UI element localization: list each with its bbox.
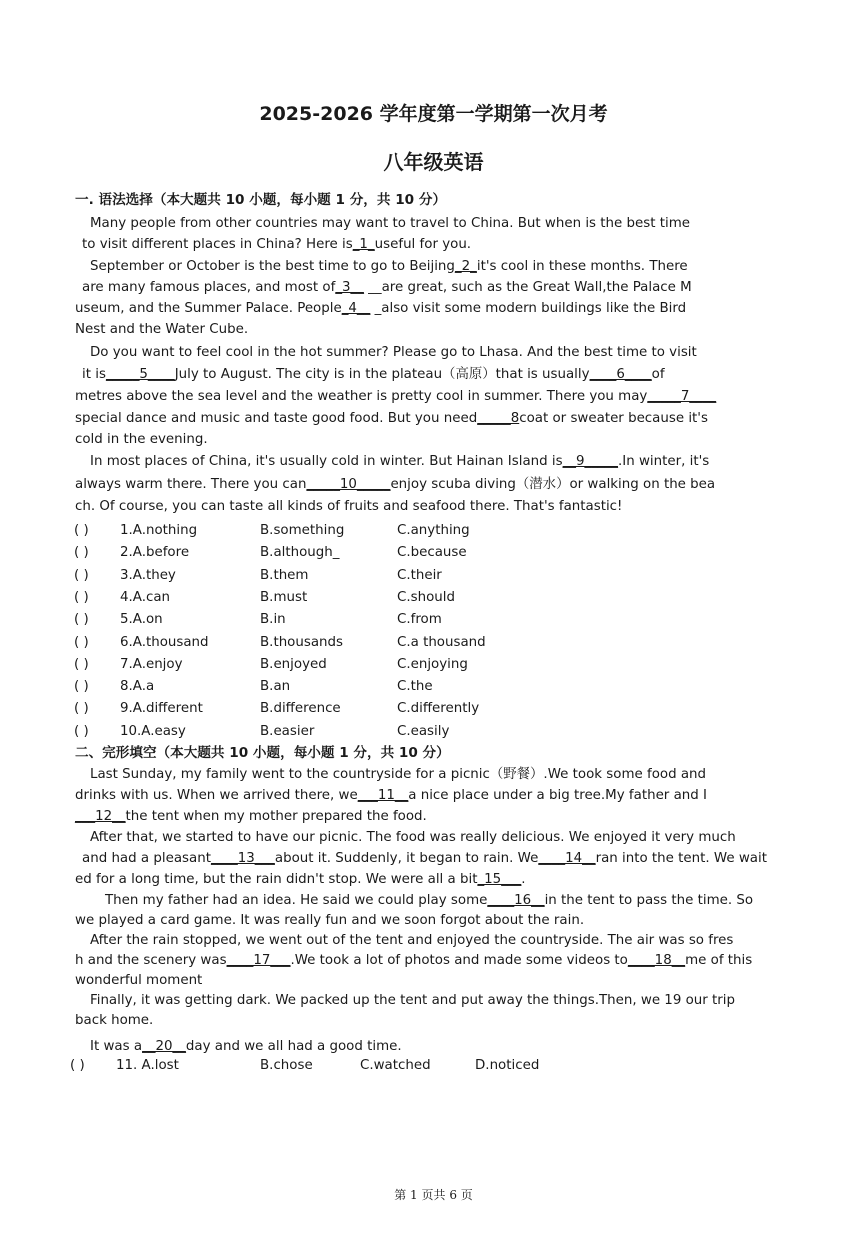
- section2-passage-line: [75, 1013, 153, 1029]
- section1-passage-line: [75, 411, 708, 427]
- option-d[interactable]: D.noticed: [475, 1058, 540, 1073]
- answer-bracket[interactable]: ( ): [74, 612, 89, 628]
- option-b[interactable]: B.them: [260, 567, 309, 583]
- option-c[interactable]: C.differently: [397, 701, 480, 717]
- passage-text: ran into the tent. We wait: [595, 851, 767, 866]
- passage-text: in the tent to pass the time. So: [544, 893, 754, 908]
- passage-text: Do you want to feel cool in the hot summer? Please go to Lhasa. And the best time to visit: [90, 345, 697, 360]
- answer-blank[interactable]: _____8: [477, 411, 520, 426]
- passage-text: Then my father had an idea. He said we could play some: [105, 893, 488, 908]
- section2-passage-line: [90, 933, 733, 949]
- section1-passage-line: [75, 322, 248, 338]
- answer-blank[interactable]: ____18__: [627, 953, 686, 968]
- passage-text: wonderful moment: [75, 973, 203, 988]
- answer-blank[interactable]: ____13___: [210, 851, 275, 866]
- section2-passage-line: [75, 872, 526, 888]
- passage-text: a nice place under a big tree.My father and I: [408, 788, 707, 803]
- passage-text: day and we all had a good time.: [185, 1039, 402, 1054]
- section2-passage-line: [90, 1039, 402, 1055]
- section1-passage-line: [75, 389, 716, 405]
- passage-text: Finally, it was getting dark. We packed up the tent and put away the things.Then, we 19 our trip: [90, 993, 736, 1008]
- section1-passage-line: [75, 301, 686, 317]
- section2-passage-line: [75, 913, 584, 929]
- section1-passage-line: [90, 259, 688, 275]
- passage-text: ed for a long time, but the rain didn't stop. We were all a bit: [75, 872, 478, 887]
- passage-text: of: [651, 367, 665, 382]
- section1-passage-line: [90, 345, 697, 361]
- passage-text: to visit different places in China? Here is: [82, 237, 353, 252]
- passage-text: useum, and the Summer Palace. People: [75, 301, 342, 316]
- option-c[interactable]: C.because: [397, 545, 467, 561]
- section1-heading: 一. 语法选择（本大题共 10 小题，每小题 1 分，共 10 分）: [75, 192, 447, 208]
- passage-text: July to August. The city is in the plateau（高原）that is usually: [174, 367, 590, 382]
- answer-blank[interactable]: ____17___: [226, 953, 291, 968]
- answer-blank[interactable]: _4__: [341, 301, 371, 316]
- passage-text: Last Sunday, my family went to the countryside for a picnic（野餐）.We took some food and: [90, 767, 707, 782]
- answer-blank[interactable]: ____14__: [538, 851, 596, 866]
- answer-blank[interactable]: _15___: [477, 872, 522, 887]
- section2-passage-line: [75, 788, 707, 804]
- passage-text: Many people from other countries may want to travel to China. But when is the best time: [90, 216, 691, 231]
- answer-blank[interactable]: ___11__: [357, 788, 409, 803]
- exam-subtitle: 八年级英语: [383, 150, 484, 174]
- option-a[interactable]: 7.A.enjoy: [120, 656, 183, 672]
- answer-blank[interactable]: _____7____: [647, 389, 717, 404]
- passage-text: It was a: [90, 1039, 143, 1054]
- option-b[interactable]: B.chose: [260, 1058, 313, 1073]
- option-b[interactable]: B.in: [260, 612, 286, 628]
- answer-bracket[interactable]: ( ): [74, 567, 89, 583]
- option-c[interactable]: C.should: [397, 589, 455, 605]
- section2-heading: 二、完形填空（本大题共 10 小题，每小题 1 分，共 10 分）: [75, 745, 450, 761]
- passage-text: cold in the evening.: [75, 432, 208, 447]
- answer-bracket[interactable]: ( ): [70, 1058, 85, 1073]
- passage-text: ch. Of course, you can taste all kinds of fruits and seafood there. That's fantastic!: [75, 499, 623, 514]
- option-b[interactable]: B.easier: [260, 723, 315, 739]
- exam-title: 2025-2026 学年度第一学期第一次月考: [259, 103, 608, 125]
- passage-text: _also visit some modern buildings like the Bird: [370, 301, 687, 316]
- passage-text: .We took a lot of photos and made some videos to: [290, 953, 628, 968]
- answer-blank[interactable]: ____16__: [487, 893, 545, 908]
- option-c[interactable]: C.easily: [397, 723, 450, 739]
- passage-text: me of this: [685, 953, 753, 968]
- answer-bracket[interactable]: ( ): [74, 701, 89, 717]
- answer-blank[interactable]: _1_: [352, 237, 375, 252]
- option-c[interactable]: C.from: [397, 612, 442, 628]
- section2-passage-line: [90, 993, 735, 1009]
- option-b[interactable]: B.an: [260, 679, 291, 695]
- option-c[interactable]: C.watched: [360, 1058, 431, 1073]
- section2-passage-line: [82, 851, 767, 867]
- passage-text: useful for you.: [374, 237, 472, 252]
- passage-text: In most places of China, it's usually cold in winter. But Hainan Island is: [90, 454, 563, 469]
- passage-text: h and the scenery was: [75, 953, 227, 968]
- section1-passage-line: [82, 367, 665, 383]
- option-c[interactable]: C.a thousand: [397, 634, 486, 650]
- section1-passage-line: [75, 432, 208, 448]
- section2-passage-line: [75, 953, 752, 969]
- passage-text: coat or sweater because it's: [519, 411, 708, 426]
- answer-bracket[interactable]: ( ): [74, 656, 89, 672]
- passage-text: and had a pleasant: [82, 851, 211, 866]
- answer-bracket[interactable]: ( ): [74, 723, 89, 739]
- option-a[interactable]: 4.A.can: [120, 589, 171, 605]
- option-b[interactable]: B.although_: [260, 545, 340, 561]
- section2-passage-line: [75, 809, 427, 825]
- option-a[interactable]: 5.A.on: [120, 612, 163, 628]
- option-c[interactable]: C.the: [397, 679, 433, 695]
- option-a[interactable]: 9.A.different: [120, 701, 203, 717]
- passage-text: After that, we started to have our picnic. The food was really delicious. We enjoyed it very much: [90, 830, 736, 845]
- passage-text: it's cool in these months. There: [476, 259, 688, 274]
- section1-passage-line: [82, 280, 692, 296]
- passage-text: After the rain stopped, we went out of the tent and enjoyed the countryside. The air was so fres: [90, 933, 734, 948]
- answer-blank[interactable]: _____5____: [105, 367, 175, 382]
- option-b[interactable]: B.something: [260, 523, 345, 538]
- section1-passage-line: [90, 454, 709, 470]
- option-a[interactable]: 1.A.nothing: [120, 523, 198, 538]
- answer-blank[interactable]: ____6____: [589, 367, 652, 382]
- section2-passage-line: [105, 893, 753, 909]
- answer-bracket[interactable]: ( ): [74, 545, 89, 561]
- option-b[interactable]: B.difference: [260, 701, 341, 717]
- passage-text: __are great, such as the Great Wall,the Palace M: [363, 280, 692, 295]
- passage-text: always warm there. There you can: [75, 477, 307, 492]
- section1-passage-line: [75, 477, 715, 493]
- passage-text: September or October is the best time to go to Beijing: [90, 259, 455, 274]
- section2-passage-line: [90, 767, 706, 783]
- passage-text: it is: [82, 367, 106, 382]
- answer-bracket[interactable]: ( ): [74, 634, 89, 650]
- passage-text: back home.: [75, 1013, 154, 1028]
- option-c[interactable]: C.their: [397, 567, 442, 583]
- option-c[interactable]: C.enjoying: [397, 656, 468, 672]
- option-a[interactable]: 3.A.they: [120, 567, 176, 583]
- option-a[interactable]: 8.A.a: [120, 679, 155, 695]
- passage-text: about it. Suddenly, it began to rain. We: [274, 851, 539, 866]
- answer-bracket[interactable]: ( ): [74, 523, 89, 538]
- option-b[interactable]: B.thousands: [260, 634, 344, 650]
- option-a[interactable]: 10.A.easy: [120, 723, 186, 739]
- passage-text: we played a card game. It was really fun and we soon forgot about the rain.: [75, 913, 585, 928]
- option-b[interactable]: B.must: [260, 589, 308, 605]
- answer-blank[interactable]: _2_: [454, 259, 477, 274]
- passage-text: .: [521, 872, 526, 887]
- answer-blank[interactable]: ___12__: [75, 809, 126, 824]
- passage-text: metres above the sea level and the weather is pretty cool in summer. There you may: [75, 389, 648, 404]
- section2-passage-line: [75, 973, 202, 989]
- answer-bracket[interactable]: ( ): [74, 589, 89, 605]
- passage-text: special dance and music and taste good food. But you need: [75, 411, 478, 426]
- answer-bracket[interactable]: ( ): [74, 679, 89, 695]
- answer-blank[interactable]: __20__: [142, 1039, 186, 1054]
- section1-passage-line: [82, 237, 471, 253]
- answer-blank[interactable]: _____10_____: [306, 477, 391, 492]
- passage-text: .In winter, it's: [618, 454, 710, 469]
- passage-text: drinks with us. When we arrived there, we: [75, 788, 358, 803]
- section2-passage-line: [90, 830, 736, 846]
- answer-blank[interactable]: _3__: [335, 280, 364, 295]
- option-c[interactable]: C.anything: [397, 523, 470, 538]
- page-footer: 第 1 页共 6 页: [394, 1188, 473, 1202]
- option-a[interactable]: 11. A.lost: [116, 1058, 179, 1073]
- option-b[interactable]: B.enjoyed: [260, 656, 327, 672]
- section1-passage-line: [90, 216, 690, 232]
- section1-passage-line: [75, 499, 622, 515]
- answer-blank[interactable]: __9_____: [562, 454, 618, 469]
- passage-text: are many famous places, and most of: [82, 280, 336, 295]
- passage-text: Nest and the Water Cube.: [75, 322, 249, 337]
- option-a[interactable]: 6.A.thousand: [120, 634, 209, 650]
- passage-text: enjoy scuba diving（潜水）or walking on the bea: [390, 477, 716, 492]
- option-a[interactable]: 2.A.before: [120, 545, 190, 561]
- passage-text: the tent when my mother prepared the food.: [125, 809, 427, 824]
